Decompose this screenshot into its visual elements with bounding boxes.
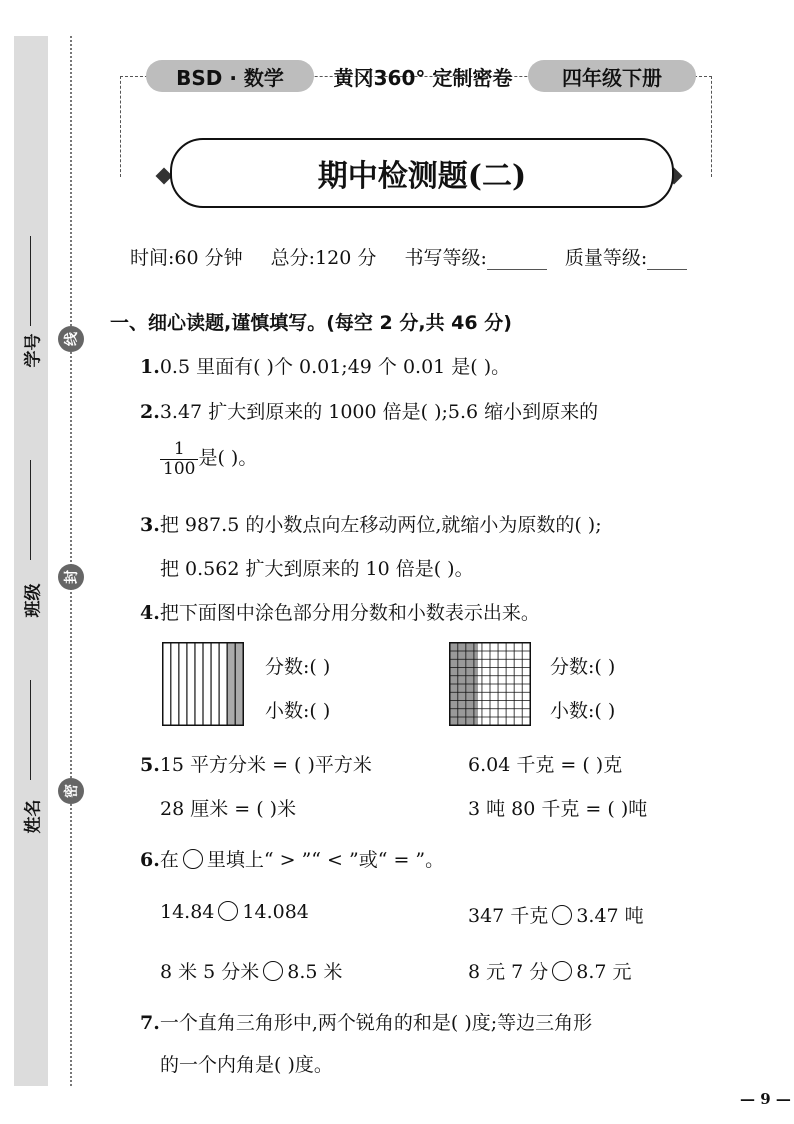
circle-icon (183, 849, 203, 869)
seal-line: 线 (58, 326, 84, 352)
grid-b-decimal: 小数:( ) (550, 700, 616, 722)
grid-a-striped (162, 642, 244, 726)
question-5d: 3 吨 80 千克 = ( )吨 (468, 798, 648, 820)
student-id-line (30, 236, 31, 326)
question-6: 6.在 里填上“ > ”“ < ”或“ = ”。 (140, 849, 445, 871)
question-3: 3.把 987.5 的小数点向左移动两位,就缩小为原数的( ); (140, 514, 602, 536)
subject-badge: BSD · 数学 (146, 60, 314, 92)
question-2: 2.3.47 扩大到原来的 1000 倍是( );5.6 缩小到原来的 (140, 401, 599, 423)
compare-a: 14.84 14.084 (160, 901, 309, 923)
compare-b: 347 千克 3.47 吨 (468, 905, 644, 927)
compare-d: 8 元 7 分 8.7 元 (468, 961, 632, 983)
question-5c: 28 厘米 = ( )米 (160, 798, 297, 820)
compare-b-circle[interactable] (552, 905, 572, 925)
cut-line (70, 36, 72, 1086)
name-line (30, 680, 31, 780)
class-line (30, 460, 31, 560)
seal-seal: 封 (58, 564, 84, 590)
question-5b: 6.04 千克 = ( )克 (468, 754, 623, 776)
seal-secret: 密 (58, 778, 84, 804)
name-label: 姓名 (23, 799, 44, 834)
quality-grade-blank[interactable] (647, 269, 687, 270)
exam-info (130, 243, 709, 270)
question-2-cont: $\frac{1}{100}$ 是( )。 (160, 440, 257, 478)
grid-a-decimal: 小数:( ) (265, 700, 331, 722)
compare-c: 8 米 5 分米 8.5 米 (160, 961, 343, 983)
question-4: 4.把下面图中涂色部分用分数和小数表示出来。 (140, 602, 540, 624)
binding-strip (14, 36, 48, 1086)
grid-b-fraction: 分数:( ) (550, 656, 616, 678)
time-limit: 时间:60 分钟 (130, 247, 243, 269)
writing-grade-blank[interactable] (487, 269, 547, 270)
question-7-line2: 的一个内角是( )度。 (160, 1054, 333, 1076)
grid-b-hundred (449, 642, 531, 726)
grid-a-fraction: 分数:( ) (265, 656, 331, 678)
page-number: — 9 — (740, 1090, 791, 1108)
exam-title: 期中检测题(二) (170, 138, 674, 208)
class-label: 班级 (23, 583, 44, 618)
total-score: 总分:120 分 (270, 247, 377, 269)
question-1: 1.0.5 里面有( )个 0.01;49 个 0.01 是( )。 (140, 356, 511, 378)
compare-d-circle[interactable] (552, 961, 572, 981)
writing-grade-label: 书写等级: (404, 247, 487, 269)
question-3-line2: 把 0.562 扩大到原来的 10 倍是( )。 (160, 558, 474, 580)
compare-c-circle[interactable] (263, 961, 283, 981)
compare-a-circle[interactable] (218, 901, 238, 921)
question-7: 7.一个直角三角形中,两个锐角的和是( )度;等边三角形 (140, 1012, 593, 1034)
fraction: $\frac{1}{100}$ (160, 440, 198, 478)
section-heading: 一、细心读题,谨慎填写。(每空 2 分,共 46 分) (110, 312, 512, 334)
series-title: 黄冈360° 定制密卷 (333, 66, 513, 90)
question-5a: 5.15 平方分米 = ( )平方米 (140, 754, 372, 776)
grade-badge: 四年级下册 (528, 60, 696, 92)
student-id-label: 学号 (23, 333, 44, 368)
quality-grade-label: 质量等级: (564, 247, 648, 269)
